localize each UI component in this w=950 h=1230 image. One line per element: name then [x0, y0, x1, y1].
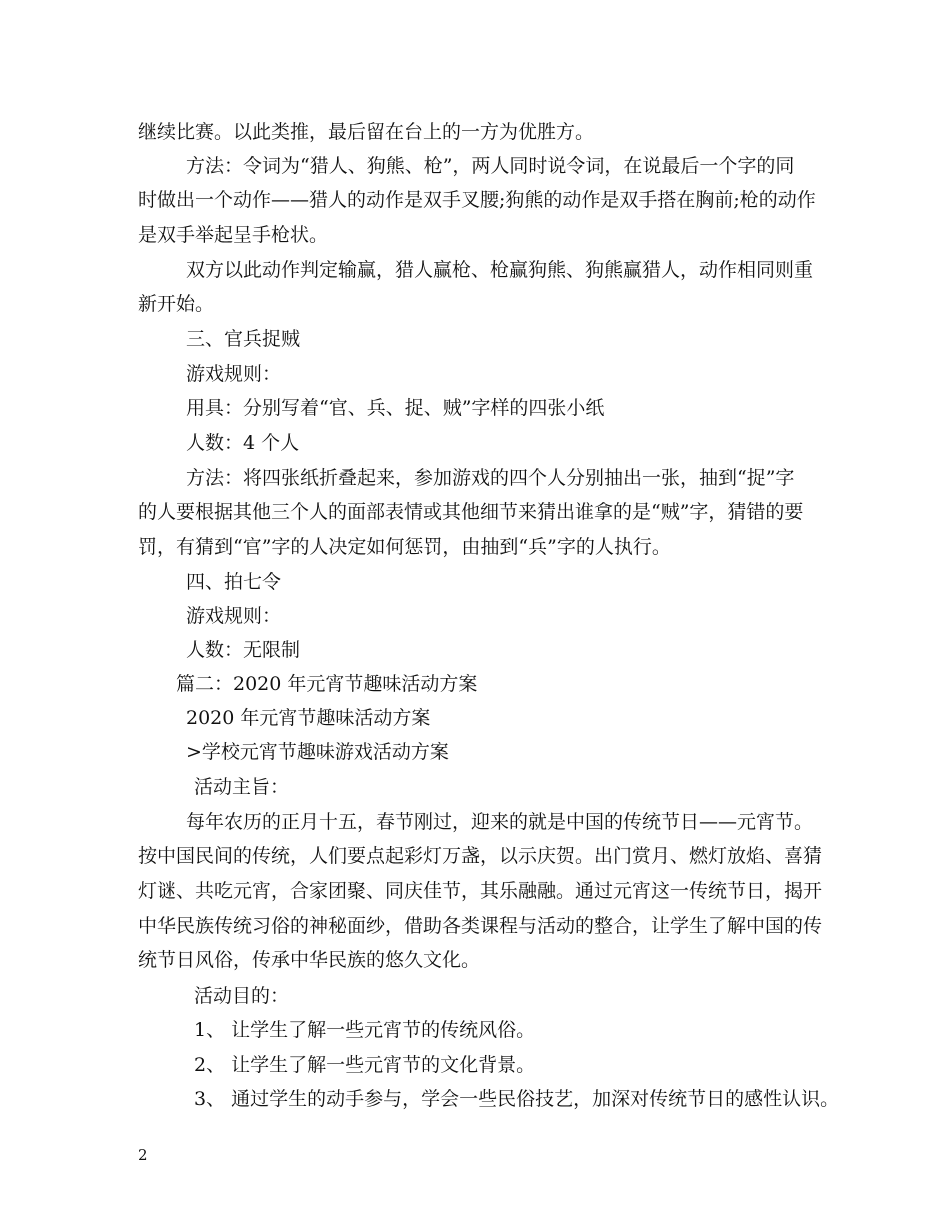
paragraph-line: 方法：将四张纸折叠起来，参加游戏的四个人分别抽出一张，抽到“捉”字: [186, 467, 795, 489]
paragraph-line: 新开始。: [138, 293, 215, 315]
document-title: 2020 年元宵节趣味活动方案: [186, 707, 431, 729]
paragraph-line: 罚，有猜到“官”字的人决定如何惩罚，由抽到“兵”字的人执行。: [138, 536, 671, 558]
paragraph-line: 按中国民间的传统，人们要点起彩灯万盏，以示庆贺。出门赏月、燃灯放焰、喜猜: [138, 845, 823, 867]
paragraph-line: 每年农历的正月十五，春节刚过，迎来的就是中国的传统节日——元宵节。: [186, 811, 814, 833]
section-heading: 四、拍七令: [186, 571, 282, 593]
list-item: 2、 让学生了解一些元宵节的文化背景。: [194, 1054, 536, 1076]
paragraph-line: 方法：令词为“猎人、狗熊、枪”，两人同时说令词，在说最后一个字的同: [186, 155, 795, 177]
paragraph-line: 活动主旨：: [194, 776, 290, 798]
list-item: 3、 通过学生的动手参与，学会一些民俗技艺，加深对传统节日的感性认识。: [194, 1088, 840, 1110]
paragraph-line: 人数：4 个人: [186, 432, 300, 454]
section-heading: 篇二：2020 年元宵节趣味活动方案: [176, 673, 478, 695]
paragraph-line: 的人要根据其他三个人的面部表情或其他细节来猜出谁拿的是“贼”字，猜错的要: [138, 501, 804, 523]
paragraph-line: 中华民族传统习俗的神秘面纱，借助各类课程与活动的整合，让学生了解中国的传: [138, 915, 823, 937]
paragraph-line: 活动目的：: [194, 985, 290, 1007]
paragraph-line: 游戏规则：: [186, 363, 282, 385]
paragraph-line: 继续比赛。以此类推，最后留在台上的一方为优胜方。: [138, 121, 595, 143]
list-item: 1、 让学生了解一些元宵节的传统风俗。: [194, 1019, 536, 1041]
paragraph-line: 统节日风俗，传承中华民族的悠久文化。: [138, 949, 481, 971]
page-number: 2: [138, 1146, 148, 1164]
paragraph-line: 双方以此动作判定输赢，猎人赢枪、枪赢狗熊、狗熊赢猎人，动作相同则重: [186, 259, 814, 281]
paragraph-line: 是双手举起呈手枪状。: [138, 224, 329, 246]
paragraph-line: >学校元宵节趣味游戏活动方案: [186, 741, 449, 763]
paragraph-line: 时做出一个动作——猎人的动作是双手叉腰;狗熊的动作是双手搭在胸前;枪的动作: [138, 189, 816, 211]
paragraph-line: 人数：无限制: [186, 639, 301, 661]
paragraph-line: 游戏规则：: [186, 605, 282, 627]
section-heading: 三、官兵捉贼: [186, 328, 301, 350]
paragraph-line: 用具：分别写着“官、兵、捉、贼”字样的四张小纸: [186, 397, 605, 419]
paragraph-line: 灯谜、共吃元宵，合家团聚、同庆佳节，其乐融融。通过元宵这一传统节日，揭开: [138, 880, 823, 902]
